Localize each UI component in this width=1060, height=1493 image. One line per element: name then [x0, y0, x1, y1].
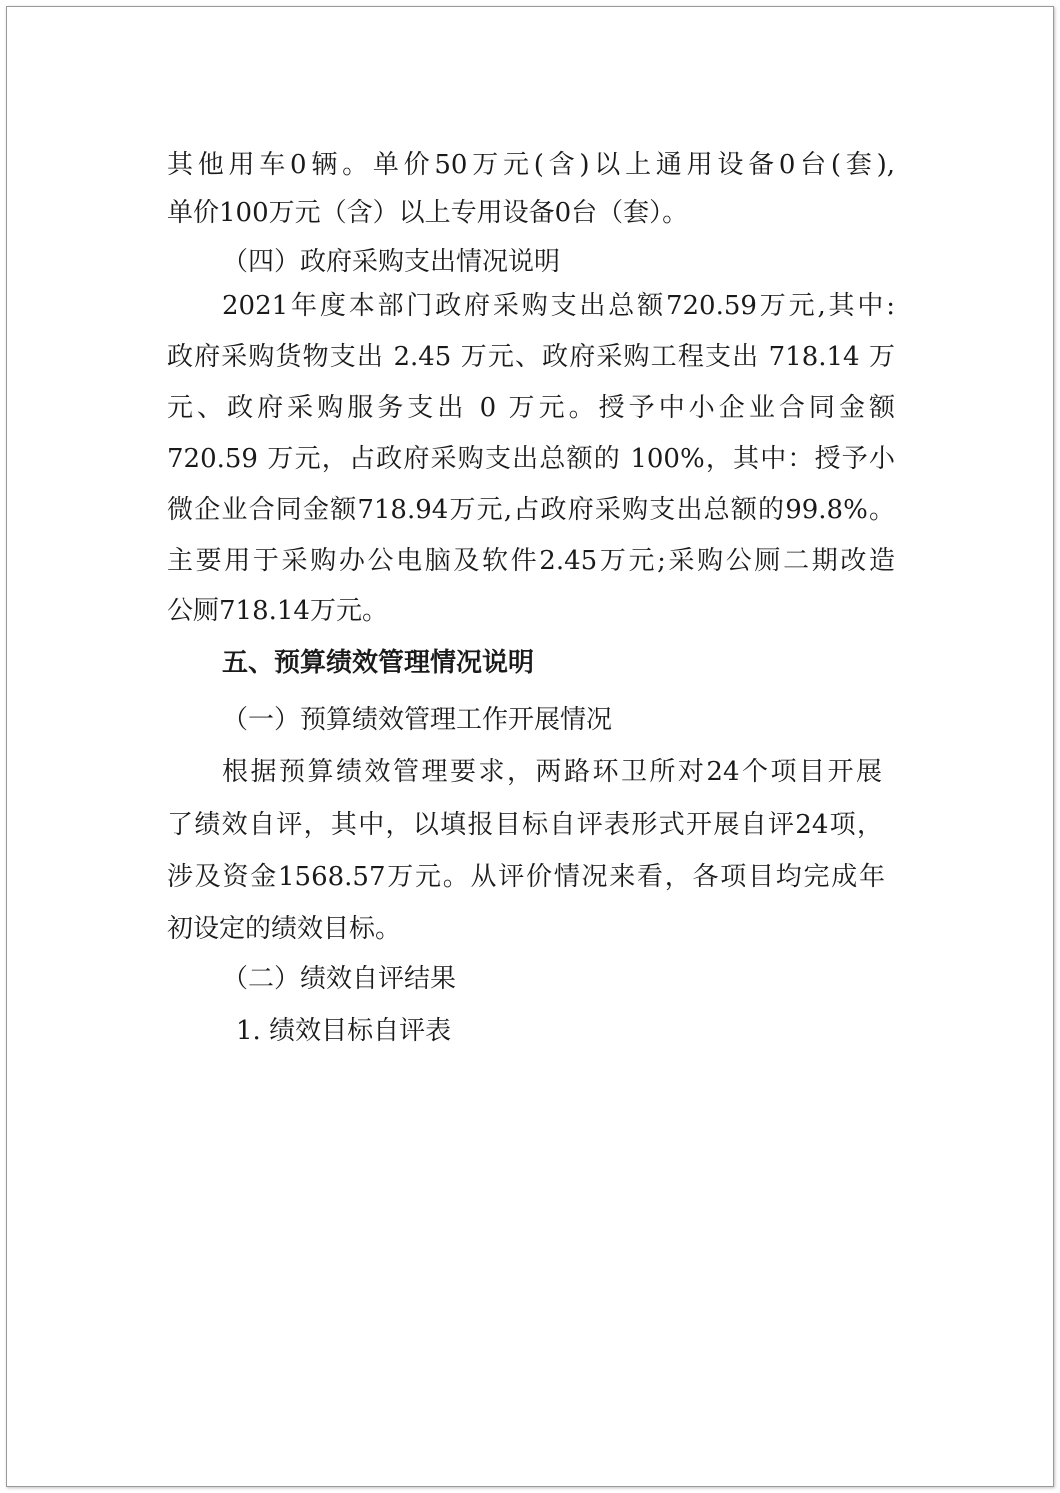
paragraph-line: 元、政府采购服务支出 0 万元。授予中小企业合同金额	[167, 393, 895, 423]
paragraph-line: 主要用于采购办公电脑及软件2.45万元;采购公厕二期改造	[167, 546, 895, 576]
paragraph-line: 微企业合同金额718.94万元,占政府采购支出总额的99.8%。	[167, 495, 895, 525]
paragraph-line: 了绩效自评，其中，以填报目标自评表形式开展自评24项，	[167, 810, 883, 840]
section-title-5: 五、预算绩效管理情况说明	[222, 648, 535, 678]
paragraph-line: 涉及资金1568.57万元。从评价情况来看，各项目均完成年	[167, 862, 885, 892]
list-item: 1. 绩效目标自评表	[236, 1016, 452, 1046]
paragraph-line: 其他用车0辆。单价50万元(含)以上通用设备0台(套),	[167, 150, 895, 180]
paragraph-line: 初设定的绩效目标。	[167, 914, 402, 944]
subsection-heading-1: （一）预算绩效管理工作开展情况	[222, 705, 613, 735]
paragraph-line: 根据预算绩效管理要求，两路环卫所对24个项目开展	[222, 757, 882, 787]
paragraph-line: 2021年度本部门政府采购支出总额720.59万元,其中:	[222, 291, 895, 321]
paragraph-line: 单价100万元（含）以上专用设备0台（套）。	[167, 198, 689, 228]
paragraph-line: 政府采购货物支出 2.45 万元、政府采购工程支出 718.14 万	[167, 342, 895, 372]
subsection-heading-2: （二）绩效自评结果	[222, 964, 457, 994]
paragraph-line: 公厕718.14万元。	[167, 596, 388, 626]
paragraph-line: 720.59 万元，占政府采购支出总额的 100%，其中：授予小	[167, 444, 895, 474]
section-heading-4: （四）政府采购支出情况说明	[222, 247, 561, 277]
